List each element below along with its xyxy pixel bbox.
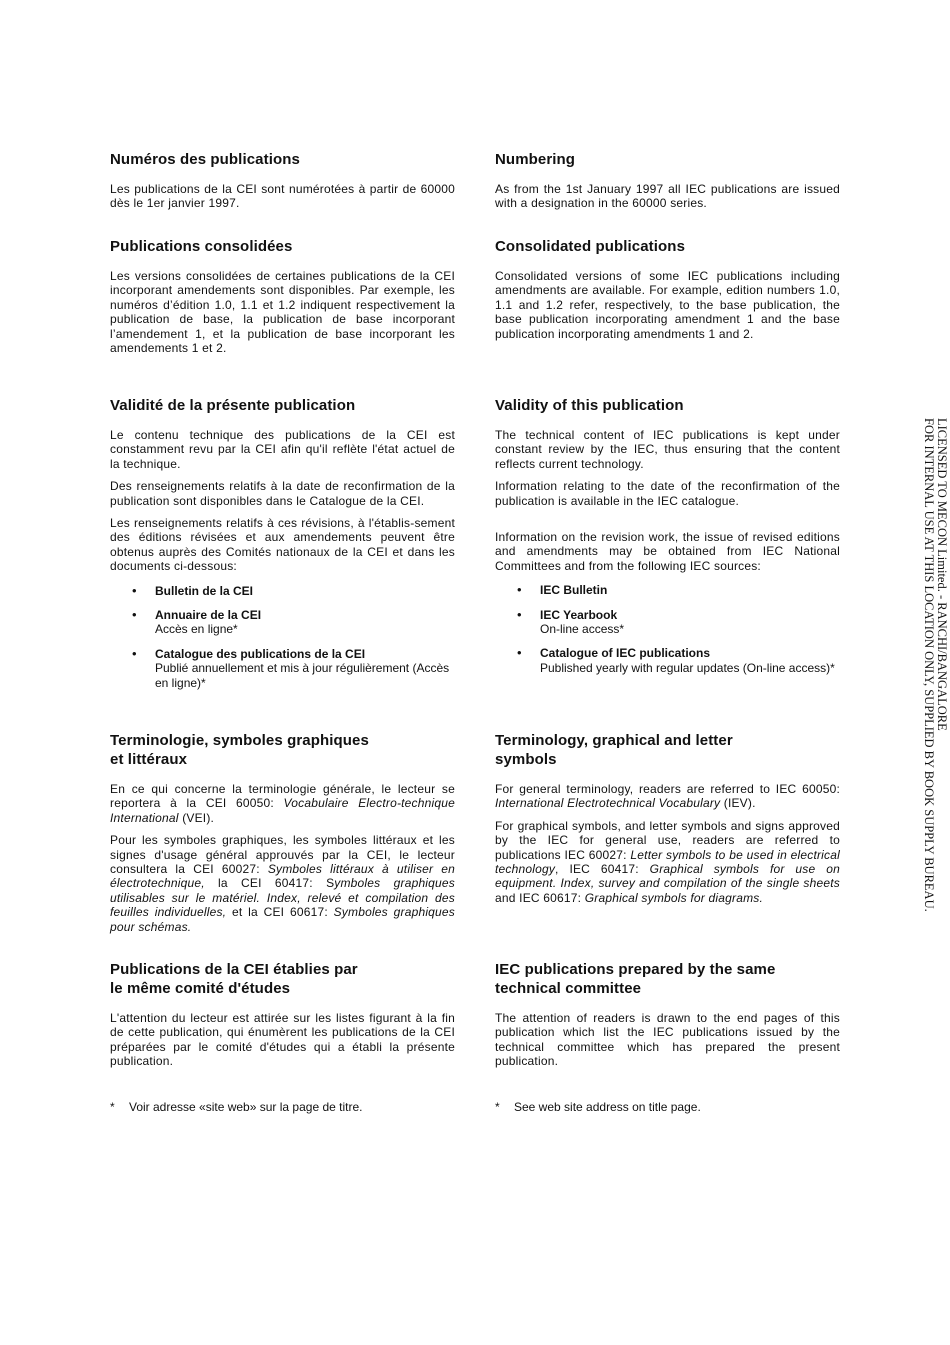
en-consolidated-heading: Consolidated publications bbox=[495, 238, 686, 255]
license-stamp bbox=[918, 418, 948, 938]
fr-bullet-title: • Catalogue des publications de la CEI bbox=[155, 646, 366, 661]
list-item bbox=[495, 608, 840, 637]
en-validity-p1: The technical content of IEC publications is kept under constant review by the IEC, thus ensuring that the content reflects current technology. bbox=[495, 428, 840, 471]
en-bullet-title: • Catalogue of IEC publications bbox=[540, 646, 711, 661]
en-validity-section bbox=[495, 396, 840, 685]
en-numbering-text: As from the 1st January 1997 all IEC publications are issued with a designation in the 60000 series. bbox=[495, 182, 840, 211]
fr-validity-p1: Le contenu technique des publications de la CEI est constamment revu par la CEI afin qu'il reflète l'état actuel de la technique. bbox=[110, 428, 455, 471]
fr-terminology-heading: Terminologie, symboles graphiques et littéraux bbox=[110, 732, 369, 768]
fr-same-tc-section bbox=[110, 960, 455, 1069]
list-item bbox=[495, 646, 840, 675]
en-validity-heading: Validity of this publication bbox=[495, 397, 684, 414]
fr-bullet-title: • Annuaire de la CEI bbox=[155, 608, 262, 623]
en-terminology-p2: For graphical symbols, and letter symbols and signs approved by the IEC for general use, readers are referred to publications IEC 60027: Letter symbols to be used in electrical technology, IEC 60417: Graphical symbols for use on equipment. Index, survey and compilation of the single sheets and IEC 60617: Graphical symbols for diagrams. bbox=[495, 818, 840, 905]
en-bullet-title: • IEC Yearbook bbox=[540, 607, 618, 622]
en-bullet-sub: On-line access* bbox=[540, 622, 625, 637]
fr-same-tc-text: L'attention du lecteur est attirée sur les listes figurant à la fin de cette publication, qui énumèrent les publications de la CEI préparées par le comité d'études qui a établi la présente publication. bbox=[110, 1011, 455, 1069]
fr-same-tc-heading: Publications de la CEI établies par le même comité d'études bbox=[110, 961, 358, 997]
license-stamp-text: LICENSED TO MECON Limited. - RANCHI/BANGALORE FOR INTERNAL USE AT THIS LOCATION ONLY, SUPPLIED BY BOOK SUPPLY BUREAU. bbox=[922, 418, 949, 912]
fr-bullet-title: • Bulletin de la CEI bbox=[155, 583, 254, 598]
fr-bullet-sub: Accès en ligne* bbox=[155, 622, 238, 637]
fr-footnote: * Voir adresse «site web» sur la page de titre. bbox=[110, 1100, 363, 1114]
fr-consolidated-heading: Publications consolidées bbox=[110, 238, 293, 255]
fr-numbering-text: Les publications de la CEI sont numérotées à partir de 60000 dès le 1er janvier 1997. bbox=[110, 182, 455, 211]
en-bullet-sub: Published yearly with regular updates (On-line access)* bbox=[540, 660, 835, 675]
en-numbering-section bbox=[495, 150, 840, 211]
en-numbering-heading: Numbering bbox=[495, 151, 576, 168]
en-terminology-p1: For general terminology, readers are referred to IEC 60050: International Electrotechnical Vocabulary (IEV). bbox=[495, 782, 840, 811]
en-same-tc-section bbox=[495, 960, 840, 1069]
en-same-tc-text: The attention of readers is drawn to the end pages of this publication which list the IEC publications issued by the technical committee which has prepared the present publication. bbox=[495, 1011, 840, 1069]
fr-sources-list bbox=[110, 584, 455, 690]
fr-validity-p2: Des renseignements relatifs à la date de reconfirmation de la publication sont disponibles dans le Catalogue de la CEI. bbox=[110, 479, 455, 508]
en-consolidated-section bbox=[495, 237, 840, 341]
fr-numbering-section bbox=[110, 150, 455, 211]
list-item bbox=[110, 608, 455, 637]
fr-validity-section bbox=[110, 396, 455, 700]
en-footnote: * See web site address on title page. bbox=[495, 1100, 701, 1114]
fr-validity-heading: Validité de la présente publication bbox=[110, 397, 356, 414]
en-terminology-section bbox=[495, 731, 840, 905]
fr-consolidated-section bbox=[110, 237, 455, 355]
fr-terminology-p1: En ce qui concerne la terminologie générale, le lecteur se reportera à la CEI 60050: Vocabulaire Electro-technique International (VEI). bbox=[110, 782, 455, 825]
en-same-tc-heading: IEC publications prepared by the same technical committee bbox=[495, 961, 776, 997]
list-item bbox=[495, 583, 840, 597]
en-bullet-title: • IEC Bulletin bbox=[540, 583, 608, 598]
en-validity-p3: Information on the revision work, the issue of revised editions and amendments may be obtained from IEC National Committees and from the following IEC sources: bbox=[495, 530, 840, 573]
fr-bullet-sub: Publié annuellement et mis à jour régulièrement (Accès en ligne)* bbox=[155, 661, 450, 690]
en-sources-list bbox=[495, 583, 840, 675]
fr-terminology-section bbox=[110, 731, 455, 934]
list-item bbox=[110, 584, 455, 598]
en-validity-p2: Information relating to the date of the reconfirmation of the publication is available in the IEC catalogue. bbox=[495, 479, 840, 508]
fr-consolidated-text: Les versions consolidées de certaines publications de la CEI incorporant amendements sont disponibles. Par exemple, les numéros d’édition 1.0, 1.1 et 1.2 indiquent respectivement la publication de base, la publication de base incorporant l’amendement 1, et la publication de base incorporant les amendements 1 et 2. bbox=[110, 269, 455, 356]
fr-terminology-p2: Pour les symboles graphiques, les symboles littéraux et les signes d'usage général approuvés par la CEI, le lecteur consultera la CEI 60027: Symboles littéraux à utiliser en électrotechnique, la CEI 60417: Symboles graphiques utilisables sur le matériel. Index, relevé et compilation des feuilles individuelles, et la CEI 60617: Symboles graphiques pour schémas. bbox=[110, 833, 456, 934]
fr-numbering-heading: Numéros des publications bbox=[110, 151, 300, 168]
en-consolidated-text: Consolidated versions of some IEC publications including amendments are available. For example, edition numbers 1.0, 1.1 and 1.2 refer, respectively, to the base publication, the base publication incorporating amendment 1 and the base publication incorporating amendments 1 and 2. bbox=[495, 269, 840, 341]
en-terminology-heading: Terminology, graphical and letter symbols bbox=[495, 732, 733, 768]
list-item bbox=[110, 647, 455, 690]
fr-validity-p3: Les renseignements relatifs à ces révisions, à l'établis-sement des éditions révisées et aux amendements peuvent être obtenus auprès des Comités nationaux de la CEI et dans les documents ci-dessous: bbox=[110, 516, 455, 574]
